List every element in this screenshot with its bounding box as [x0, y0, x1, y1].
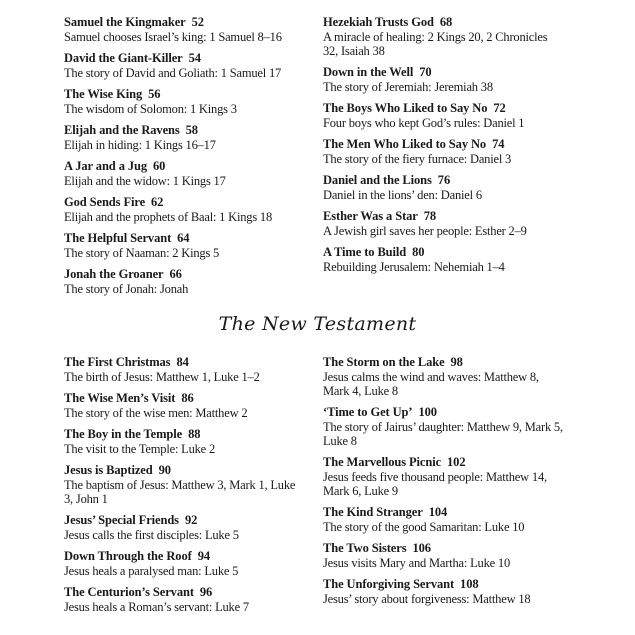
entry-description: A miracle of healing: 2 Kings 20, 2 Chronicles 32, Isaiah 38: [323, 30, 548, 58]
contents-entry: [64, 463, 304, 506]
contents-entry: [323, 101, 563, 130]
entry-description: The story of Jeremiah: Jeremiah 38: [323, 80, 493, 94]
entry-heading: [323, 101, 563, 116]
entry-page-number: 72: [493, 101, 506, 115]
contents-entry: [64, 87, 304, 116]
old-testament-left-column: [64, 15, 304, 303]
contents-entry: [64, 123, 304, 152]
entry-page-number: 98: [450, 355, 463, 369]
entry-description: The story of Jonah: Jonah: [64, 282, 189, 296]
contents-entry: [323, 173, 563, 202]
entry-title: The First Christmas: [64, 355, 171, 369]
contents-entry: [323, 541, 563, 570]
contents-entry: [64, 195, 304, 224]
entry-heading: [323, 137, 563, 152]
contents-entry: [64, 549, 304, 578]
entry-description: The baptism of Jesus: Matthew 3, Mark 1, Luke 3, John 1: [64, 478, 296, 506]
new-testament-right-column: [323, 355, 563, 613]
contents-entry: [323, 245, 563, 274]
entry-heading: [64, 159, 304, 174]
entry-page-number: 90: [158, 463, 171, 477]
entry-heading: [323, 245, 563, 260]
entry-description: Jesus visits Mary and Martha: Luke 10: [323, 556, 511, 570]
contents-entry: [64, 585, 304, 614]
entry-page-number: 88: [188, 427, 201, 441]
entry-description: Jesus calms the wind and waves: Matthew 8, Mark 4, Luke 8: [323, 370, 539, 398]
entry-page-number: 54: [188, 51, 201, 65]
entry-description: Elijah and the widow: 1 Kings 17: [64, 174, 226, 188]
entry-page-number: 106: [412, 541, 431, 555]
entry-page-number: 56: [148, 87, 161, 101]
contents-entry: [64, 51, 304, 80]
entry-title: Esther Was a Star: [323, 209, 418, 223]
contents-entry: [64, 15, 304, 44]
entry-page-number: 108: [460, 577, 479, 591]
entry-description: The story of the fiery furnace: Daniel 3: [323, 152, 512, 166]
entry-title: Daniel and the Lions: [323, 173, 432, 187]
contents-entry: [64, 427, 304, 456]
entry-heading: [64, 355, 304, 370]
entry-description: Rebuilding Jerusalem: Nehemiah 1–4: [323, 260, 505, 274]
entry-description: Jesus heals a paralysed man: Luke 5: [64, 564, 239, 578]
entry-description: Elijah and the prophets of Baal: 1 Kings 18: [64, 210, 273, 224]
entry-heading: [64, 231, 304, 246]
entry-description: The story of the good Samaritan: Luke 10: [323, 520, 525, 534]
entry-heading: [323, 577, 563, 592]
entry-description: The birth of Jesus: Matthew 1, Luke 1–2: [64, 370, 260, 384]
entry-description: The wisdom of Solomon: 1 Kings 3: [64, 102, 237, 116]
entry-title: David the Giant-Killer: [64, 51, 183, 65]
entry-title: The Wise Men’s Visit: [64, 391, 176, 405]
entry-description: Jesus feeds five thousand people: Matthew 14, Mark 6, Luke 9: [323, 470, 547, 498]
entry-page-number: 76: [437, 173, 451, 187]
entry-heading: [323, 173, 563, 188]
entry-page-number: 62: [151, 195, 164, 209]
entry-page-number: 80: [412, 245, 425, 259]
entry-description: A Jewish girl saves her people: Esther 2–9: [323, 224, 527, 238]
contents-entry: [64, 159, 304, 188]
entry-description: Four boys who kept God’s rules: Daniel 1: [323, 116, 525, 130]
entry-title: ‘Time to Get Up’: [323, 405, 413, 419]
entry-heading: [64, 123, 304, 138]
entry-page-number: 70: [419, 65, 432, 79]
entry-heading: [323, 541, 563, 556]
contents-entry: [64, 513, 304, 542]
entry-description: Jesus calls the first disciples: Luke 5: [64, 528, 239, 542]
entry-description: Daniel in the lions’ den: Daniel 6: [323, 188, 482, 202]
new-testament-left-column: [64, 355, 304, 621]
entry-heading: [64, 549, 304, 564]
entry-heading: [323, 355, 563, 370]
entry-page-number: 94: [197, 549, 210, 563]
entry-title: The Unforgiving Servant: [323, 577, 455, 591]
entry-description: The story of Naaman: 2 Kings 5: [64, 246, 220, 260]
entry-title: Down Through the Roof: [64, 549, 192, 563]
entry-description: Samuel chooses Israel’s king: 1 Samuel 8–16: [64, 30, 282, 44]
entry-page-number: 78: [423, 209, 437, 223]
entry-title: Down in the Well: [323, 65, 414, 79]
entry-description: Jesus heals a Roman’s servant: Luke 7: [64, 600, 249, 614]
contents-entry: [64, 391, 304, 420]
old-testament-right-column: [323, 15, 563, 281]
entry-title: The Storm on the Lake: [323, 355, 445, 369]
entry-title: Elijah and the Ravens: [64, 123, 180, 137]
entry-title: A Time to Build: [323, 245, 407, 259]
entry-heading: [64, 267, 304, 282]
entry-heading: [323, 505, 563, 520]
entry-title: The Boys Who Liked to Say No: [323, 101, 488, 115]
contents-entry: [64, 267, 304, 296]
contents-entry: [323, 505, 563, 534]
contents-entry: [64, 355, 304, 384]
entry-title: Samuel the Kingmaker: [64, 15, 186, 29]
entry-heading: [323, 405, 563, 420]
entry-heading: [323, 455, 563, 470]
entry-page-number: 60: [153, 159, 166, 173]
entry-title: Jesus is Baptized: [64, 463, 153, 477]
entry-heading: [64, 15, 304, 30]
entry-heading: [64, 51, 304, 66]
contents-entry: [323, 405, 563, 448]
entry-page-number: 84: [176, 355, 189, 369]
entry-heading: [323, 209, 563, 224]
entry-title: Hezekiah Trusts God: [323, 15, 434, 29]
entry-title: The Boy in the Temple: [64, 427, 183, 441]
entry-page-number: 102: [447, 455, 466, 469]
contents-entry: [323, 209, 563, 238]
entry-description: The story of David and Goliath: 1 Samuel 17: [64, 66, 282, 80]
contents-entry: [323, 355, 563, 398]
entry-page-number: 52: [191, 15, 204, 29]
entry-title: God Sends Fire: [64, 195, 146, 209]
entry-page-number: 104: [428, 505, 448, 519]
entry-heading: [64, 391, 304, 406]
entry-heading: [64, 463, 304, 478]
entry-heading: [64, 87, 304, 102]
contents-entry: [323, 577, 563, 606]
entry-title: The Two Sisters: [323, 541, 407, 555]
entry-page-number: 64: [177, 231, 190, 245]
entry-description: Jesus’ story about forgiveness: Matthew 18: [323, 592, 531, 606]
entry-title: The Marvellous Picnic: [323, 455, 442, 469]
entry-title: Jesus’ Special Friends: [64, 513, 179, 527]
entry-title: The Men Who Liked to Say No: [323, 137, 487, 151]
entry-page-number: 68: [439, 15, 453, 29]
entry-title: The Kind Stranger: [323, 505, 423, 519]
entry-title: Jonah the Groaner: [64, 267, 164, 281]
entry-page-number: 92: [184, 513, 198, 527]
entry-description: The story of the wise men: Matthew 2: [64, 406, 248, 420]
entry-heading: [323, 65, 563, 80]
entry-page-number: 66: [169, 267, 182, 281]
entry-heading: [64, 585, 304, 600]
entry-page-number: 86: [181, 391, 194, 405]
entry-page-number: 74: [492, 137, 505, 151]
entry-heading: [64, 513, 304, 528]
entry-page-number: 96: [199, 585, 213, 599]
entry-description: The visit to the Temple: Luke 2: [64, 442, 215, 456]
section-heading: The New Testament: [218, 313, 417, 335]
entry-page-number: 100: [418, 405, 437, 419]
contents-entry: [64, 231, 304, 260]
contents-entry: [323, 15, 563, 58]
contents-entry: [323, 455, 563, 498]
entry-title: The Wise King: [64, 87, 143, 101]
entry-title: A Jar and a Jug: [64, 159, 148, 173]
entry-heading: [323, 15, 563, 30]
contents-entry: [323, 65, 563, 94]
entry-title: The Centurion’s Servant: [64, 585, 194, 599]
entry-title: The Helpful Servant: [64, 231, 172, 245]
contents-entry: [323, 137, 563, 166]
entry-page-number: 58: [185, 123, 198, 137]
entry-heading: [64, 195, 304, 210]
entry-description: The story of Jairus’ daughter: Matthew 9, Mark 5, Luke 8: [323, 420, 563, 448]
entry-heading: [64, 427, 304, 442]
entry-description: Elijah in hiding: 1 Kings 16–17: [64, 138, 216, 152]
